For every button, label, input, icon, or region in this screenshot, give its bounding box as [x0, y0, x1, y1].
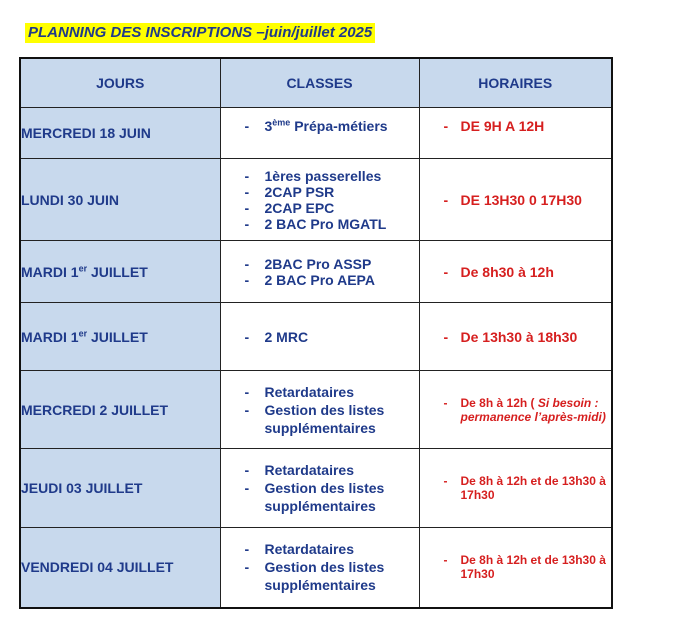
classes-cell — [220, 528, 419, 608]
header-jours: JOURS — [20, 58, 220, 108]
class-item: - Retardataires — [245, 461, 419, 479]
class-item: - Retardataires — [245, 540, 419, 558]
hours-item: - De 8h à 12h ( Si besoin : permanence l’après-midi) — [444, 396, 612, 424]
day-cell: MERCREDI 18 JUIN — [20, 108, 220, 159]
table-row — [20, 528, 612, 608]
day-cell: LUNDI 30 JUIN — [20, 159, 220, 241]
class-item: - Gestion des listes supplémentaires — [245, 479, 419, 515]
header-row — [20, 58, 612, 108]
hours-cell — [419, 108, 612, 159]
table-row — [20, 449, 612, 528]
class-item: - 2BAC Pro ASSP — [245, 256, 419, 272]
class-item: - 1ères passerelles — [245, 168, 419, 184]
hours-cell — [419, 528, 612, 608]
class-item: - Gestion des listes supplémentaires — [245, 401, 419, 437]
classes-cell — [220, 449, 419, 528]
hours-item: - De 13h30 à 18h30 — [444, 329, 612, 345]
table-row — [20, 303, 612, 371]
classes-cell — [220, 159, 419, 241]
day-cell: VENDREDI 04 JUILLET — [20, 528, 220, 608]
classes-cell — [220, 241, 419, 303]
class-item: - 2CAP PSR — [245, 184, 419, 200]
day-cell: MARDI 1er JUILLET — [20, 303, 220, 371]
class-item: - Retardataires — [245, 383, 419, 401]
hours-item: - DE 13H30 0 17H30 — [444, 192, 612, 208]
class-item: - 2 MRC — [245, 329, 419, 345]
header-horaires: HORAIRES — [419, 58, 612, 108]
hours-item: - De 8h à 12h et de 13h30 à 17h30 — [444, 474, 612, 502]
class-item: - Gestion des listes supplémentaires — [245, 558, 419, 594]
hours-item: - De 8h à 12h et de 13h30 à 17h30 — [444, 553, 612, 581]
classes-cell — [220, 371, 419, 449]
table-row — [20, 371, 612, 449]
table-row — [20, 108, 612, 159]
hours-cell — [419, 371, 612, 449]
hours-cell — [419, 241, 612, 303]
classes-cell — [220, 108, 419, 159]
hours-cell — [419, 303, 612, 371]
hours-cell — [419, 449, 612, 528]
day-cell: JEUDI 03 JUILLET — [20, 449, 220, 528]
day-cell: MERCREDI 2 JUILLET — [20, 371, 220, 449]
table-row — [20, 241, 612, 303]
schedule-table — [19, 57, 613, 609]
hours-item: - De 8h30 à 12h — [444, 264, 612, 280]
day-cell: MARDI 1er JUILLET — [20, 241, 220, 303]
header-classes: CLASSES — [220, 58, 419, 108]
classes-cell — [220, 303, 419, 371]
class-item: - 3ème Prépa-métiers — [245, 118, 419, 134]
class-item: - 2 BAC Pro MGATL — [245, 216, 419, 232]
document-title: PLANNING DES INSCRIPTIONS –juin/juillet 2025 — [25, 23, 375, 43]
class-item: - 2CAP EPC — [245, 200, 419, 216]
hours-item: - DE 9H A 12H — [444, 118, 612, 134]
hours-cell — [419, 159, 612, 241]
table-row — [20, 159, 612, 241]
class-item: - 2 BAC Pro AEPA — [245, 272, 419, 288]
